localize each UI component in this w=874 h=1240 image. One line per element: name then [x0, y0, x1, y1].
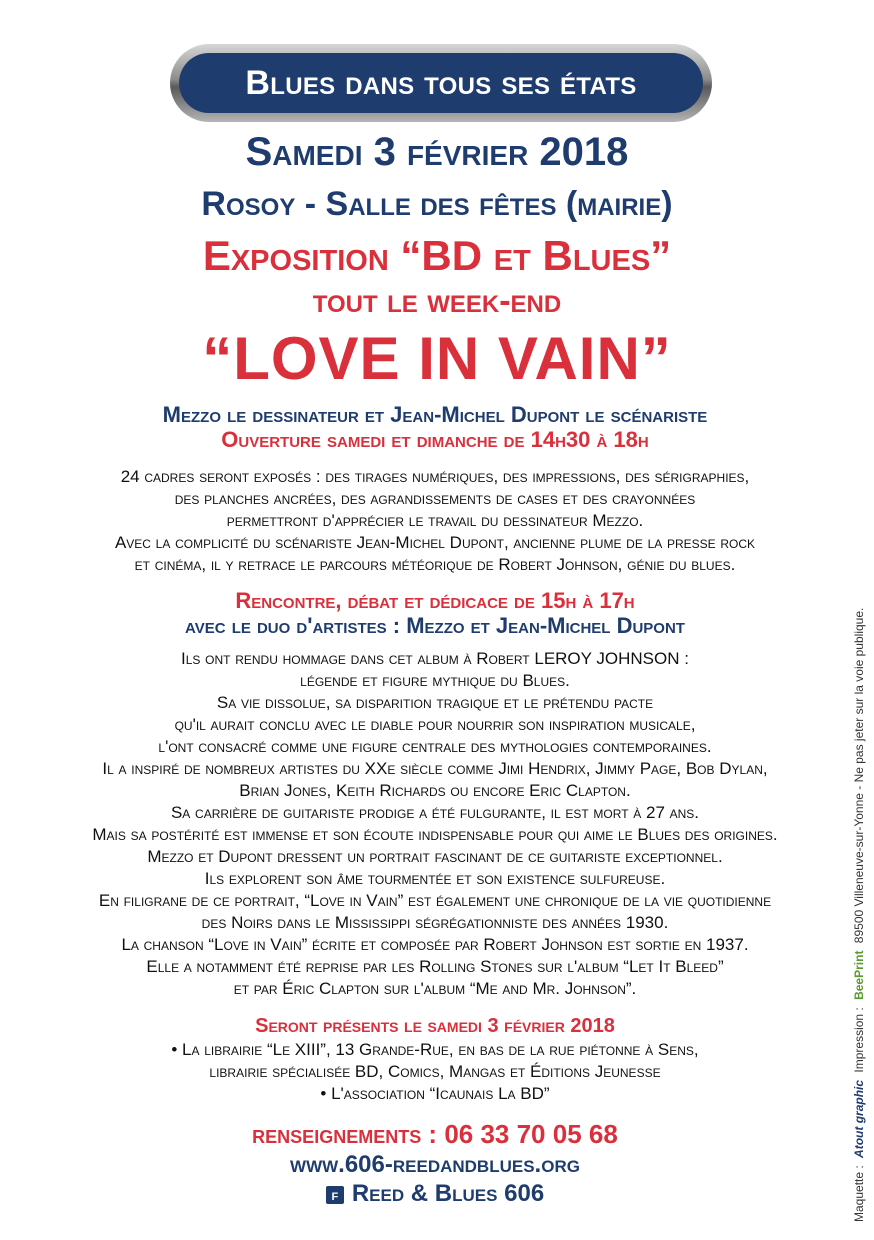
text-line: légende et figure mythique du Blues. — [300, 671, 570, 690]
facebook-icon: f — [326, 1186, 344, 1204]
contact-section — [40, 1118, 830, 1208]
contact-phone-line — [40, 1118, 830, 1150]
list-item: • L'association “Icaunais La BD” — [320, 1084, 550, 1103]
text-line: Ils explorent son âme tourmentée et son existence sulfureuse. — [204, 869, 666, 888]
text-line: Elle a notamment été reprise par les Rolling Stones sur l'album “Let It Bleed” — [146, 957, 724, 976]
text-line: Ils ont rendu hommage dans cet album à Robert LEROY JOHNSON : — [181, 649, 689, 668]
atout-graphic-logo: Atout graphic — [852, 1079, 866, 1158]
text-line: des planches ancrées, des agrandissements de cases et des crayonnées — [174, 489, 696, 508]
print-credit — [852, 602, 866, 1222]
text-line: Il a inspiré de nombreux artistes du XXe siècle comme Jimi Hendrix, Jimmy Page, Bob Dylan, — [102, 759, 768, 778]
text-line: La chanson “Love in Vain” écrite et composée par Robert Johnson est sortie en 1937. — [121, 935, 749, 954]
title-banner — [170, 44, 712, 122]
text-line: Mezzo et Dupont dressent un portrait fascinant de ce guitariste exceptionnel. — [147, 847, 723, 866]
phone-number: 06 33 70 05 68 — [444, 1119, 618, 1149]
text-line: Brian Jones, Keith Richards ou encore Eric Clapton. — [239, 781, 631, 800]
present-heading: Seront présents le samedi 3 février 2018 — [255, 1015, 615, 1037]
contact-label: renseignements : — [252, 1119, 438, 1149]
beeprint-logo: BeePrint — [852, 950, 866, 1000]
facebook-label: Reed & Blues 606 — [351, 1180, 545, 1207]
facebook-link[interactable] — [40, 1179, 830, 1208]
meeting-artists: avec le duo d'artistes : Mezzo et Jean-Michel Dupont — [185, 613, 685, 638]
text-line: Sa vie dissolue, sa disparition tragique et le prétendu pacte — [216, 693, 654, 712]
impression-label: Impression : — [852, 1007, 866, 1073]
maquette-label: Maquette : — [852, 1165, 866, 1222]
biography-text — [40, 648, 830, 1000]
website-link[interactable]: www.606-reedandblues.org — [290, 1151, 580, 1178]
text-line: et cinéma, il y retrace le parcours météorique de Robert Johnson, génie du blues. — [134, 555, 736, 574]
event-venue: Rosoy - Salle des fêtes (mairie) — [201, 185, 673, 223]
text-line: 24 cadres seront exposés : des tirages numériques, des impressions, des sérigraphies, — [120, 467, 750, 486]
text-line: Avec la complicité du scénariste Jean-Michel Dupont, ancienne plume de la presse rock — [114, 533, 756, 552]
text-line: et par Éric Clapton sur l'album “Me and Mr. Johnson”. — [233, 979, 637, 998]
text-line: Sa carrière de guitariste prodige a été fulgurante, il est mort à 27 ans. — [170, 803, 700, 822]
exhibition-title: Exposition “BD et Blues” — [202, 232, 672, 279]
text-line: En filigrane de ce portrait, “Love in Vain” est également une chronique de la vie quotidienne — [98, 891, 772, 910]
text-line: permettront d'apprécier le travail du dessinateur Mezzo. — [226, 511, 644, 530]
list-item: librairie spécialisée BD, Comics, Mangas et Éditions Jeunesse — [209, 1062, 661, 1081]
exhibition-description — [40, 466, 830, 576]
printer-address: 89500 Villeneuve-sur-Yonne - Ne pas jeter sur la voie publique. — [852, 607, 866, 944]
meeting-section — [40, 588, 830, 638]
text-line: des Noirs dans le Mississippi ségrégationniste des années 1930. — [201, 913, 669, 932]
exhibition-period: tout le week-end — [312, 282, 562, 320]
creators-section — [40, 402, 830, 452]
banner-title: Blues dans tous ses états — [179, 53, 703, 113]
present-list — [40, 1039, 830, 1105]
text-line: l'ont consacré comme une figure centrale des mythologies contemporaines. — [158, 737, 712, 756]
opening-hours: Ouverture samedi et dimanche de 14h30 à 18h — [221, 427, 649, 452]
meeting-heading: Rencontre, débat et dédicace de 15h à 17h — [235, 588, 635, 613]
text-line: qu'il aurait conclu avec le diable pour nourrir son inspiration musicale, — [174, 715, 696, 734]
present-section — [40, 1014, 830, 1039]
album-title: “LOVE IN VAIN” — [202, 325, 672, 392]
list-item: • La librairie “Le XIII”, 13 Grande-Rue, en bas de la rue piétonne à Sens, — [171, 1040, 699, 1059]
text-line: Mais sa postérité est immense et son écoute indispensable pour qui aime le Blues des origines. — [92, 825, 778, 844]
creators-heading: Mezzo le dessinateur et Jean-Michel Dupont le scénariste — [162, 402, 708, 427]
event-date: Samedi 3 février 2018 — [245, 130, 629, 174]
